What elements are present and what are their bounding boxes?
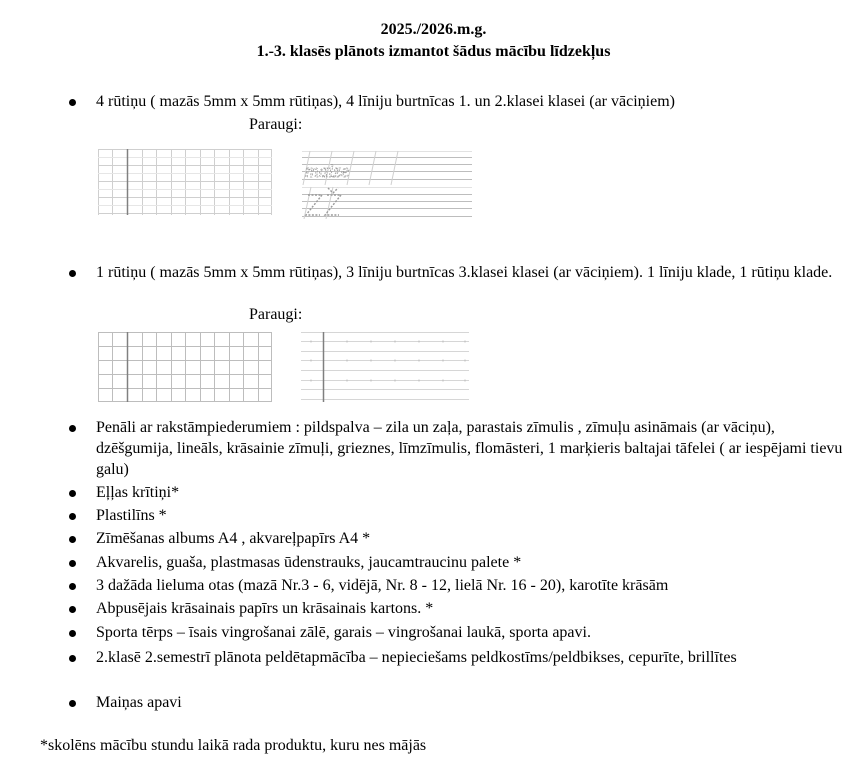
list-item	[64, 91, 844, 113]
list-item-text: Eļļas krītiņi*	[96, 484, 180, 501]
bullet-icon	[69, 560, 76, 567]
list-item	[64, 528, 844, 549]
list-item	[64, 598, 844, 619]
bullet-icon	[69, 700, 76, 707]
three-line-notebook-sample	[301, 332, 469, 402]
bullet-icon	[69, 606, 76, 613]
bullet-icon	[69, 583, 76, 590]
list-item-text: Sporta tērps – īsais vingrošanai zālē, garais – vingrošanai laukā, sporta apavi.	[96, 624, 591, 641]
list-item	[64, 482, 844, 503]
bullet-icon	[69, 513, 76, 520]
list-item	[64, 622, 844, 643]
list-item-text: 2.klasē 2.semestrī plānota peldētapmācība – nepieciešams peldkostīms/peldbikses, cepurīte, brillītes	[96, 649, 737, 666]
handwriting-sample: maize	[305, 161, 350, 182]
list-item-text: Maiņas apavi	[96, 694, 182, 711]
list-item-text: Akvarelis, guaša, plastmasas ūdenstrauks, jaucamtraucinu palete *	[96, 554, 522, 571]
bullet-icon	[69, 99, 76, 106]
list-item-text: Plastilīns *	[96, 507, 167, 524]
page-title: 1.-3. klasēs plānots izmantot šādus mācību līdzekļus	[256, 43, 611, 60]
bullet-icon	[69, 490, 76, 497]
bullet-icon	[69, 425, 76, 432]
four-line-notebook-sample	[302, 149, 472, 219]
list-item-text: Zīmēšanas albums A4 , akvareļpapīrs A4 *	[96, 530, 371, 547]
list-item	[64, 417, 844, 481]
examples-label: Paraugi:	[249, 116, 303, 133]
school-year-heading: 2025./2026.m.g.	[380, 21, 487, 38]
four-square-grid-sample	[98, 149, 272, 215]
list-item	[64, 262, 844, 305]
list-item	[64, 647, 844, 689]
list-item	[64, 552, 844, 573]
bullet-icon	[69, 270, 76, 277]
examples-label: Paraugi:	[249, 306, 303, 323]
list-item	[64, 505, 844, 526]
bullet-icon	[69, 630, 76, 637]
bullet-icon	[69, 655, 76, 662]
one-square-grid-sample	[98, 332, 272, 402]
list-item-text: 4 rūtiņu ( mazās 5mm x 5mm rūtiņas), 4 līniju burtnīcas 1. un 2.klasei klasei (ar vāciņiem)	[96, 93, 675, 110]
list-item-text: 1 rūtiņu ( mazās 5mm x 5mm rūtiņas), 3 līniju burtnīcas 3.klasei klasei (ar vāciņiem). 1 līniju klade, 1 rūtiņu klade.	[96, 264, 833, 281]
list-item	[64, 575, 844, 596]
footnote: *skolēns mācību stundu laikā rada produktu, kuru nes mājās	[40, 737, 427, 754]
bullet-icon	[69, 536, 76, 543]
list-item-text: 3 dažāda lieluma otas (mazā Nr.3 - 6, vidējā, Nr. 8 - 12, lielā Nr. 16 - 20), karotīte krāsām	[96, 577, 669, 594]
list-item-text: Penāli ar rakstāmpiederumiem : pildspalva – zila un zaļa, parastais zīmulis , zīmuļu asināmais (ar vāciņu), dzēšgumija, lineāls, krāsainie zīmuļi, grieznes, līmzīmulis, flomāsteri, 1 marķieris baltajai tāfelei ( ar iespējami tievu galu)	[96, 419, 843, 478]
list-item-text: Abpusējais krāsainais papīrs un krāsainais kartons. *	[96, 600, 434, 617]
list-item	[64, 692, 844, 713]
